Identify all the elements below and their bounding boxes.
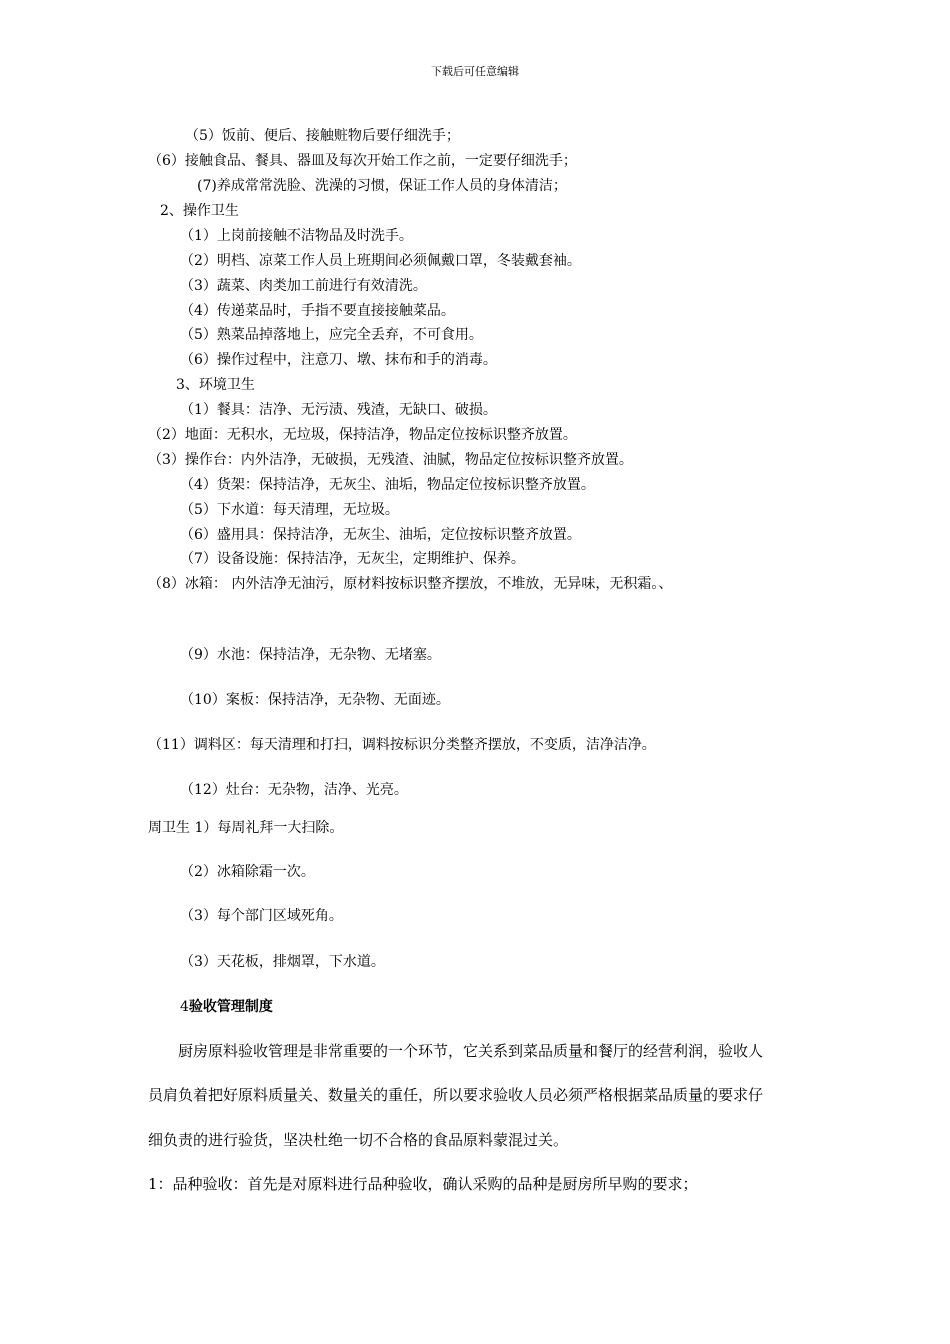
environment-item-8: （8）冰箱： 内外洁净无油污，原材料按标识整齐摆放，不堆放，无异味，无积霜。、 — [148, 576, 673, 592]
environment-item-7: （7）设备设施：保持洁净，无灰尘，定期维护、保养。 — [180, 551, 525, 567]
weekly-hygiene-item-4: （3）天花板，排烟罩，下水道。 — [180, 954, 385, 970]
hygiene-item-7: (7)养成常常洗脸、洗澡的习惯，保证工作人员的身体清洁； — [197, 178, 567, 194]
weekly-hygiene-item-3: （3）每个部门区域死角。 — [180, 908, 343, 924]
section-heading-environment: 3、环境卫生 — [176, 377, 255, 393]
operation-item-4: （4）传递菜品时，手指不要直接接触菜品。 — [180, 303, 455, 319]
environment-item-9: （9）水池：保持洁净，无杂物、无堵塞。 — [180, 647, 441, 663]
section-title: 验收管理制度 — [188, 999, 273, 1015]
environment-item-3: （3）操作台：内外洁净，无破损，无残渣、油腻，物品定位按标识整齐放置。 — [148, 452, 633, 468]
paragraph-line-1: 厨房原料验收管理是非常重要的一个环节，它关系到菜品质量和餐厅的经营利润，验收人 — [178, 1042, 764, 1060]
environment-item-12: （12）灶台：无杂物，洁净、光亮。 — [180, 782, 408, 798]
weekly-hygiene-item-2: （2）冰箱除霜一次。 — [180, 864, 315, 880]
environment-item-6: （6）盛用具：保持洁净，无灰尘、油垢，定位按标识整齐放置。 — [180, 527, 581, 543]
section-heading-operation: 2、操作卫生 — [160, 203, 239, 219]
environment-item-10: （10）案板：保持洁净，无杂物、无面迹。 — [180, 692, 450, 708]
operation-item-2: （2）明档、凉菜工作人员上班期间必须佩戴口罩，冬装戴套袖。 — [180, 253, 581, 269]
hygiene-item-5: （5）饭前、便后、接触赃物后要仔细洗手； — [185, 128, 460, 144]
weekly-hygiene-item-1: 周卫生 1）每周礼拜一大扫除。 — [148, 820, 344, 836]
environment-item-11: （11）调料区：每天清理和打扫，调料按标识分类整齐摆放，不变质，洁净洁净。 — [148, 737, 656, 753]
section-number: 4 — [180, 999, 189, 1015]
page-header: 下载后可任意编辑 — [431, 65, 519, 78]
operation-item-5: （5）熟菜品掉落地上，应完全丢弃，不可食用。 — [180, 327, 483, 343]
environment-item-1: （1）餐具：洁净、无污渍、残渣，无缺口、破损。 — [180, 402, 497, 418]
environment-item-4: （4）货架：保持洁净，无灰尘、油垢，物品定位按标识整齐放置。 — [180, 477, 595, 493]
paragraph-line-4: 1：品种验收：首先是对原料进行品种验收，确认采购的品种是厨房所早购的要求； — [148, 1175, 698, 1193]
paragraph-line-2: 员肩负着把好原料质量关、数量关的重任，所以要求验收人员必须严格根据菜品质量的要求仔 — [148, 1086, 764, 1104]
operation-item-3: （3）蔬菜、肉类加工前进行有效清洗。 — [180, 278, 427, 294]
environment-item-2: （2）地面：无积水，无垃圾，保持洁净，物品定位按标识整齐放置。 — [148, 427, 577, 443]
environment-item-5: （5）下水道：每天清理，无垃圾。 — [180, 502, 399, 518]
section-heading-acceptance — [180, 997, 273, 1017]
hygiene-item-6: （6）接触食品、餐具、器皿及每次开始工作之前，一定要仔细洗手； — [148, 153, 577, 169]
operation-item-6: （6）操作过程中，注意刀、墩、抹布和手的消毒。 — [180, 352, 497, 368]
operation-item-1: （1）上岗前接触不洁物品及时洗手。 — [180, 228, 413, 244]
paragraph-line-3: 细负责的进行验货，坚决杜绝一切不合格的食品原料蒙混过关。 — [148, 1131, 569, 1149]
